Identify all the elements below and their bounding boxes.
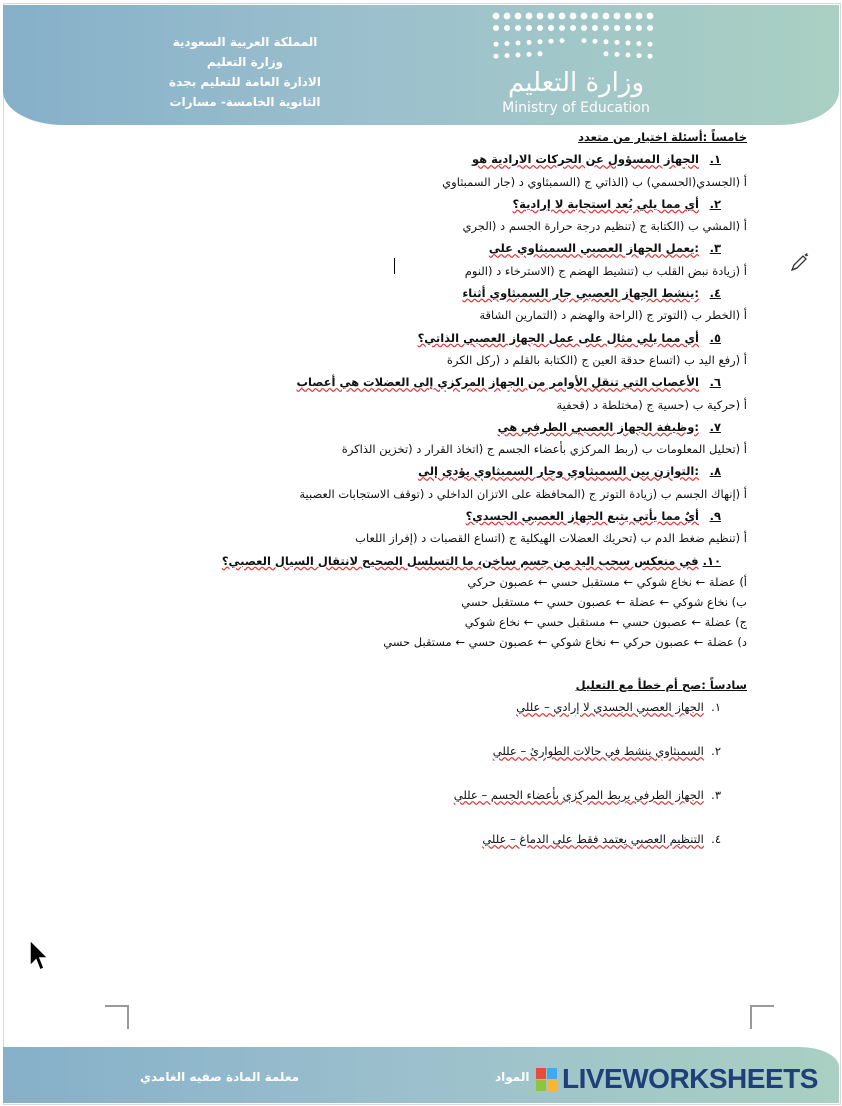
liveworksheets-brand[interactable]: LIVEWORKSHEETS [562,1063,818,1094]
question-4 [107,282,747,304]
logo-arabic-text: وزارة التعليم [507,68,645,98]
q10-option-b[interactable]: ب) نخاع شوكي ← عضلة ← عصبون حسي ← مستقبل حسي [461,594,747,609]
section6-title: سادساً :صح أم خطأ مع التعليل [575,677,747,692]
tf-number: ٢. [711,744,721,759]
question-number: ٣. [709,241,721,256]
pen-icon[interactable] [788,252,810,274]
q10-option-a[interactable]: أ) عضلة ← نخاع شوكي ← مستقبل حسي ← عصبون حركي [467,574,747,589]
q10-option-c[interactable]: ج) عضلة ← عصبون حسي ← مستقبل حسي ← نخاع شوكي [464,614,747,629]
options-7[interactable]: أ (تحليل المعلومات ب (ربط المركزي بأعضاء الجسم ج (اتخاذ القرار د (تخزين الذاكرة [341,442,747,457]
page-corner-mark-right [750,1005,774,1029]
tf-text: السمبثاوي ينشط في حالات الطوارئ – عللي [492,744,704,759]
options-8[interactable]: أ (إنهاك الجسم ب (زيادة التوتر ج (المحافظة على الاتزان الداخلي د (توقف الاستجابات العصبية [299,486,747,501]
question-text: :ينشط الجهاز العصبي جار السمبثاوي أثناء [462,286,699,301]
question-text: أيٌ مما يأتي يتبع الجهاز العصبي الجسدي؟ [465,509,699,524]
question-text: :يعمل الجهاز العصبي السمبثاوي على [488,241,699,256]
teacher-name: معلمة المادة صفيه الغامدي [140,1070,300,1084]
tf-number: ١. [711,700,721,715]
options-4[interactable]: أ (الخطر ب (التوتر ج (الراحة والهضم د (التمارين الشاقة [479,308,747,323]
tf-text: الجهاز العصبي الجسدي لا إرادي – عللي [516,700,704,715]
question-number: ١٠. [702,553,721,568]
ministry-logo [490,10,662,118]
question-text: أي مما يلي يُعد استجابة لا إرادية؟ [512,196,699,211]
tf-number: ٣. [711,788,721,803]
question-number: ٢. [709,196,721,211]
question-text: الأعصاب التي تنقل الأوامر من الجهاز المركزي إلى العضلات هي أعصاب [296,375,699,390]
options-3[interactable]: أ (زيادة نبض القلب ب (تنشيط الهضم ج (الاسترخاء د (النوم [464,263,747,278]
question-text: في منعكس سحب اليد من جسم ساخن، ما التسلسل الصحيح لانتقال السيال العصبي؟ [221,553,699,568]
header-line-school: الثانوية الخامسة- مسارات [169,95,321,109]
mouse-pointer-icon [28,938,50,974]
question-8 [107,460,747,482]
question-5 [107,327,747,349]
tf-item-1[interactable] [107,696,747,740]
question-2 [107,193,747,215]
tf-item-3[interactable] [107,784,747,828]
question-number: ٦. [709,375,721,390]
logo-dots-icon [490,10,662,64]
text-caret [394,258,395,274]
liveworksheets-logo-icon [536,1068,558,1092]
question-6 [107,371,747,393]
header-line-kingdom: المملكة العربية السعودية [172,35,318,49]
page-corner-mark-left [105,1005,129,1029]
options-1[interactable]: أ (الجسدي(الحسمي) ب (الذاتي ج (السمبثاوي د (جار السمبثاوي [442,174,747,189]
question-text: :وظيفة الجهاز العصبي الطرفي هي [497,419,699,434]
question-10 [107,550,747,572]
tf-number: ٤. [711,832,721,847]
question-number: ٩. [709,509,721,524]
question-number: ٥. [709,330,721,345]
header-banner [3,5,839,125]
options-9[interactable]: أ (تنظيم ضغط الدم ب (تحريك العضلات الهيكلية ج (اتساع القصبات د (إفراز اللعاب [355,531,747,546]
tf-item-4[interactable] [107,828,747,872]
question-number: ١. [709,152,721,167]
question-number: ٨. [709,464,721,479]
question-number: ٧. [709,419,721,434]
question-1 [107,148,747,170]
question-number: ٤. [709,286,721,301]
header-line-ministry: وزارة التعليم [206,55,284,69]
tf-text: الجهاز الطرفي يربط المركزي بأعضاء الجسم – عللي [453,788,704,803]
logo-english-text: Ministry of Education [502,100,650,116]
options-2[interactable]: أ (المشي ب (الكتابة ج (تنظيم درجة حرارة الجسم د (الجري [462,219,747,234]
subject-label: المواد [495,1070,530,1084]
options-6[interactable]: أ (حركية ب (حسية ج (مختلطة د (قحفية [556,397,747,412]
tf-text: التنظيم العصبي يعتمد فقط على الدماغ – عللي [482,832,704,847]
question-text: :التوازن بين السمبثاوي وجار السمبثاوي يؤدي إلى [418,464,699,479]
question-3 [107,237,747,259]
header-text [165,32,325,112]
worksheet-content [107,126,747,872]
options-5[interactable]: أ (رفع اليد ب (اتساع حدقة العين ج (الكتابة بالقلم د (ركل الكرة [446,352,747,367]
question-9 [107,505,747,527]
question-text: أي مما يلي مثال على عمل الجهاز العصبي الذاتي؟ [417,330,699,345]
section5-title: خامساً :أسئلة اختيار من متعدد [578,130,747,144]
tf-item-2[interactable] [107,740,747,784]
q10-option-d[interactable]: د) عضلة ← عصبون حركي ← نخاع شوكي ← عصبون حسي ← مستقبل حسي [383,634,747,649]
question-7 [107,416,747,438]
header-line-directorate: الادارة العامة للتعليم بجدة [169,75,321,89]
question-text: الجهاز المسؤول عن الحركات الارادية هو [471,152,699,167]
spacer [107,652,747,674]
